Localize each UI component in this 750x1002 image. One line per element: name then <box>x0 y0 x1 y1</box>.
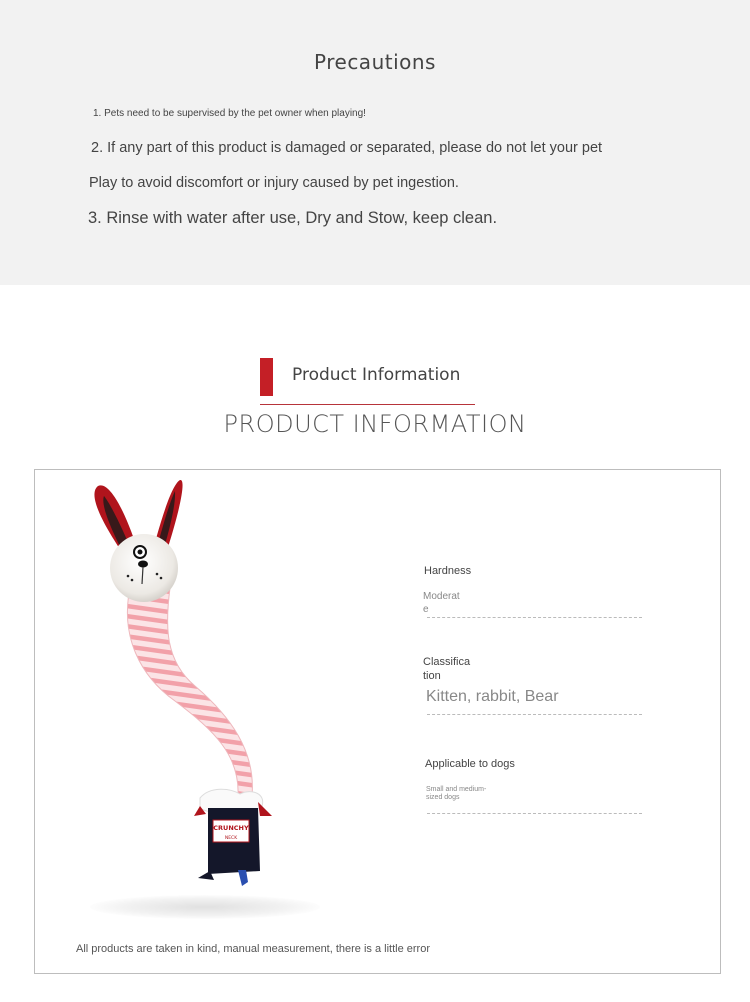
precaution-item-2-line-1: 2. If any part of this product is damaged or separated, please do not let your pet <box>91 140 603 156</box>
precaution-item-1: 1. Pets need to be supervised by the pet owner when playing! <box>93 108 366 119</box>
toy-image <box>80 476 300 896</box>
precautions-panel <box>0 0 750 285</box>
classification-underline <box>427 714 642 715</box>
toy-tag-sub: NECK <box>224 836 238 841</box>
classification-value: Kitten, rabbit, Bear <box>426 688 559 705</box>
toy-shadow <box>90 895 320 919</box>
toy-tag-text: CRUNCHY <box>213 824 249 832</box>
applicable-label: Applicable to dogs <box>425 758 515 770</box>
precaution-item-3: 3. Rinse with water after use, Dry and Stow, keep clean. <box>88 209 498 227</box>
hardness-underline <box>427 617 642 618</box>
applicable-underline <box>427 813 642 814</box>
precaution-item-2-line-2: Play to avoid discomfort or injury caused by pet ingestion. <box>89 175 459 191</box>
section-divider <box>260 404 475 405</box>
measurement-footnote: All products are taken in kind, manual measurement, there is a little error <box>76 943 430 955</box>
applicable-value: Small and medium- sized dogs <box>426 786 487 801</box>
hardness-value: Moderat e <box>423 591 460 615</box>
hardness-label: Hardness <box>424 565 472 577</box>
section-heading-en: PRODUCT INFORMATION <box>223 410 527 438</box>
precautions-title: Precautions <box>314 50 436 74</box>
section-heading: Product Information <box>292 365 461 385</box>
classification-label: Classifica tion <box>423 656 471 682</box>
section-accent-bar <box>260 358 273 396</box>
